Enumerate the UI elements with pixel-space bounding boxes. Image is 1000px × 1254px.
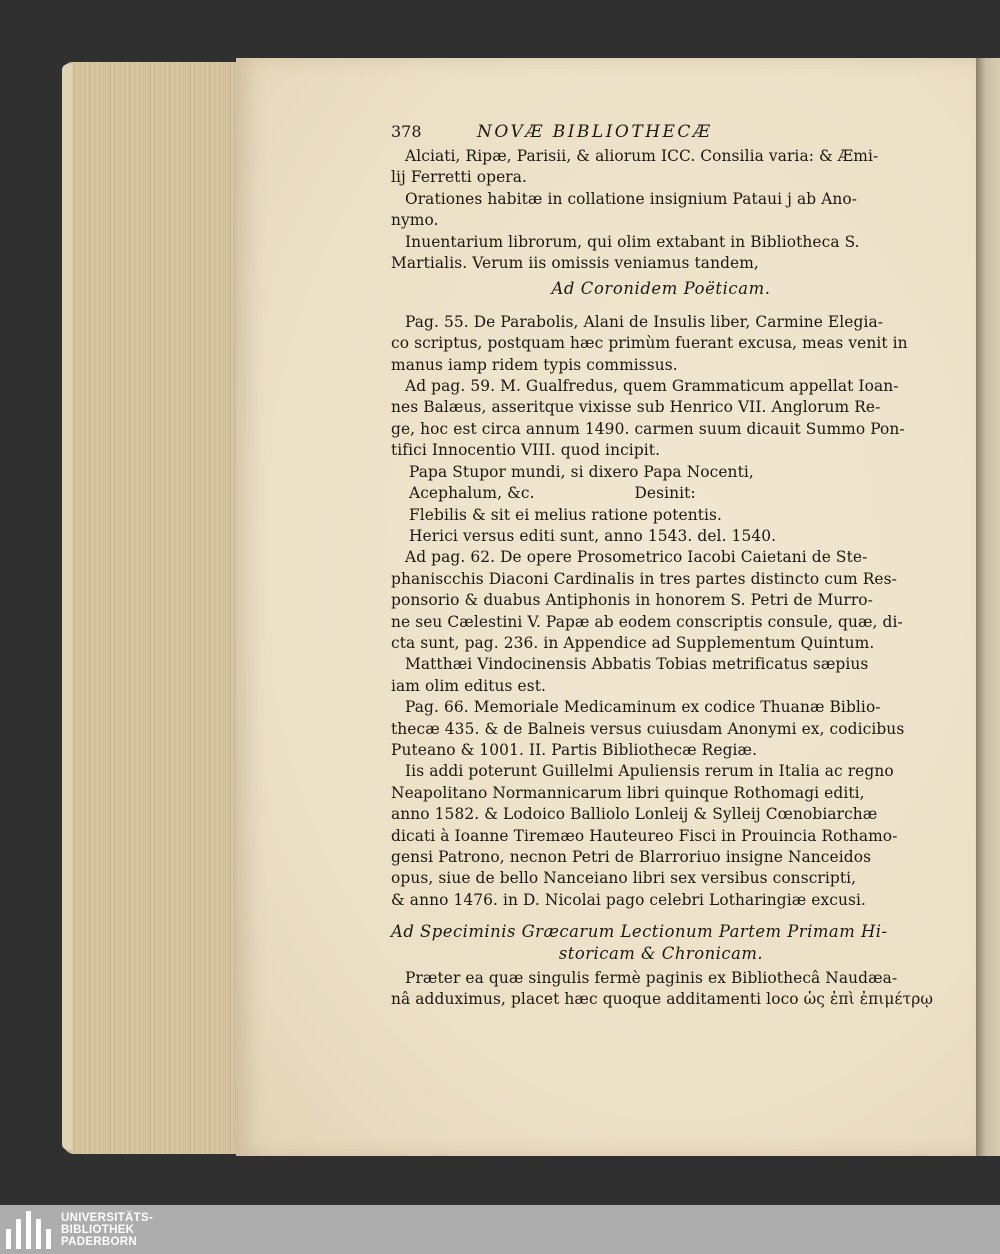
running-head <box>391 122 931 146</box>
section-body <box>391 312 931 462</box>
section-body <box>391 968 934 1011</box>
text-line: Puteano & 1001. II. Partis Bibliothecæ Regiæ. <box>391 740 758 759</box>
facing-page-edge <box>976 58 1000 1156</box>
text-line: ge, hoc est circa annum 1490. carmen suum dicauit Summo Pon- <box>391 419 905 438</box>
verse-line: Herici versus editi sunt, anno 1543. del. 1540. <box>409 526 777 545</box>
text-line: manus iamp ridem typis commissus. <box>391 355 678 374</box>
verse-block <box>391 462 931 548</box>
section-heading-continued: storicam & Chronicam. <box>558 943 764 963</box>
running-title: NOVÆ BIBLIOTHECÆ <box>477 122 713 142</box>
text-line: cta sunt, pag. 236. in Appendice ad Supplementum Quintum. <box>391 633 875 652</box>
library-footer-bar <box>0 1205 1000 1254</box>
text-line: phaniscchis Diaconi Cardinalis in tres partes distincto cum Res- <box>391 569 897 588</box>
text-line: Martialis. Verum iis omissis veniamus tandem, <box>391 254 759 273</box>
text-line: co scriptus, postquam hæc primùm fuerant excusa, meas venit in <box>391 334 908 353</box>
text-line: dicati à Ioanne Tiremæo Hauteureo Fisci in Prouincia Rothamo- <box>391 826 898 845</box>
text-line: opus, siue de bello Nanceiano libri sex versibus conscripti, <box>391 869 857 888</box>
verse-line: Acephalum, &c. Desinit: <box>409 484 696 503</box>
book-page <box>236 58 976 1156</box>
section-body <box>391 547 931 911</box>
text-line: Orationes habitæ in collatione insignium Pataui j ab Ano- <box>405 189 858 208</box>
verse-line: Papa Stupor mundi, si dixero Papa Nocenti, <box>409 462 754 481</box>
text-line: iam olim editus est. <box>391 676 547 695</box>
text-line: Neapolitano Normannicarum libri quinque Rothomagi editi, <box>391 783 865 802</box>
text-line: Inuentarium librorum, qui olim extabant in Bibliotheca S. <box>405 232 860 251</box>
text-line: lij Ferretti opera. <box>391 168 528 187</box>
logo-line: UNIVERSITÄTS- <box>61 1211 154 1224</box>
page-text <box>391 122 934 1011</box>
text-line: nes Balæus, asseritque vixisse sub Henrico VII. Anglorum Re- <box>391 398 881 417</box>
logo-line: BIBLIOTHEK <box>61 1223 135 1236</box>
verse-line: Flebilis & sit ei melius ratione potentis. <box>409 505 723 524</box>
section-heading: Ad Coronidem Poëticam. <box>551 279 771 299</box>
text-line: tifici Innocentio VIII. quod incipit. <box>391 441 661 460</box>
text-line: Ad pag. 59. M. Gualfredus, quem Grammaticum appellat Ioan- <box>405 377 899 396</box>
logo-line: PADERBORN <box>61 1235 137 1248</box>
text-line: ne seu Cælestini V. Papæ ab eodem conscriptis consule, quæ, di- <box>391 612 903 631</box>
text-line: Ad pag. 62. De opere Prosometrico Iacobi Caietani de Ste- <box>405 548 868 567</box>
text-line: Præter ea quæ singulis fermè paginis ex Bibliothecâ Naudæa- <box>405 969 898 988</box>
text-line: nymo. <box>391 211 439 230</box>
paragraphs <box>391 146 931 274</box>
text-line: & anno 1476. in D. Nicolai pago celebri Lotharingiæ excusi. <box>391 890 867 909</box>
text-line: Iis addi poterunt Guillelmi Apuliensis rerum in Italia ac regno <box>405 762 894 781</box>
text-line: nâ adduximus, placet hæc quoque additamenti loco ὡς ἐπὶ ἐπιμέτρῳ <box>391 990 934 1009</box>
book-page-edges <box>64 62 244 1154</box>
book-cover-edge <box>62 64 72 1150</box>
text-line: Matthæi Vindocinensis Abbatis Tobias metrificatus sæpius <box>405 655 869 674</box>
text-line: Alciati, Ripæ, Parisii, & aliorum ICC. Consilia varia: & Æmi- <box>405 147 879 165</box>
text-line: gensi Patrono, necnon Petri de Blarroriuo insigne Nanceidos <box>391 848 872 866</box>
page-number: 378 <box>391 122 422 141</box>
text-line: Pag. 66. Memoriale Medicaminum ex codice Thuanæ Biblio- <box>405 698 881 717</box>
text-line: anno 1582. & Lodoico Balliolo Lonleij & Sylleij Cœnobiarchæ <box>391 805 878 824</box>
section-heading: Ad Speciminis Græcarum Lectionum Partem Primam Hi- <box>391 922 888 942</box>
text-line: ponsorio & duabus Antiphonis in honorem S. Petri de Murro- <box>391 591 873 610</box>
text-line: thecæ 435. & de Balneis versus cuiusdam Anonymi ex, codicibus <box>391 719 905 738</box>
text-line: Pag. 55. De Parabolis, Alani de Insulis liber, Carmine Elegia- <box>405 312 884 331</box>
library-logo-icon <box>6 1211 51 1249</box>
library-logo-text <box>61 1212 153 1248</box>
